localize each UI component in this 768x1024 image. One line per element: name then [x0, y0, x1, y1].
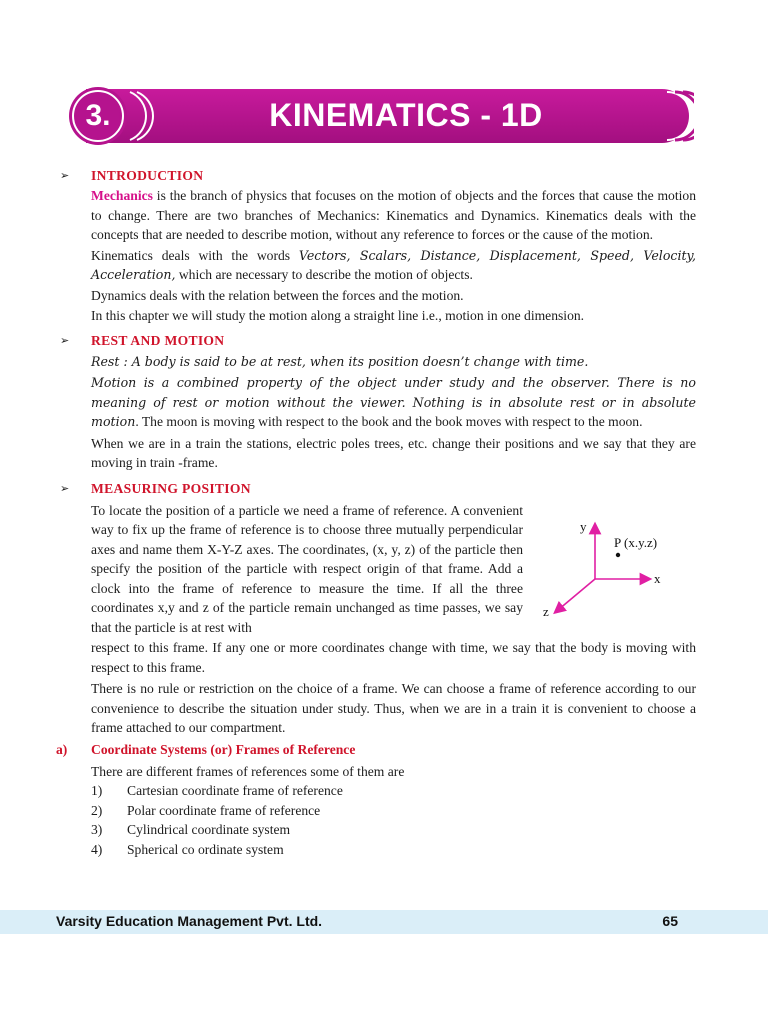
intro-paragraph-1: Mechanics is the branch of physics that focuses on the motion of objects and the forces that cause the motion to change. There are two branches of Mechanics: Kinematics and Dynamics. Kinematics deals with the concepts that are needed to describe motion, without any reference to forces or the cause of the motion.	[91, 188, 696, 242]
list-item: 2) Polar coordinate frame of reference	[91, 802, 321, 818]
point-p	[616, 553, 620, 557]
section-heading: MEASURING POSITION	[91, 480, 251, 496]
list-item: 1) Cartesian coordinate frame of reference	[91, 783, 343, 798]
page-number: 65	[662, 913, 678, 929]
list-item: 4) Spherical co ordinate system	[91, 841, 284, 857]
intro-paragraph-3: Dynamics deals with the relation between the forces and the motion.	[91, 287, 464, 303]
rest-definition: Rest : A body is said to be at rest, when its position doesn’t change with time.	[91, 353, 589, 369]
z-axis	[558, 579, 595, 610]
list-item: 3) Cylindrical coordinate system	[91, 822, 291, 837]
intro-paragraph-4: In this chapter we will study the motion along a straight line i.e., motion in one dimension.	[91, 308, 585, 323]
section-heading: REST AND MOTION	[91, 332, 225, 348]
arrow-bullet-icon: ➢	[60, 481, 70, 495]
coordinate-intro: There are different frames of references some of them are	[91, 763, 405, 779]
choice-of-frame-paragraph: There is no rule or restriction on the choice of a frame. We can choose a frame of reference according to our convenience to describe the situation under study. Thus, when we are in a train it is convenient to choose a frame attached to our compartment.	[91, 681, 696, 735]
arrow-bullet-icon: ➢	[60, 169, 70, 182]
company-name: Varsity Education Management Pvt. Ltd.	[56, 913, 323, 929]
section-introduction	[56, 166, 696, 186]
arrow-bullet-icon: ➢	[60, 333, 70, 347]
subsection-letter: a)	[56, 741, 68, 757]
frame-paragraph: To locate the position of a particle we need a frame of reference. A convenient way to fix up the frame of reference is to choose three mutually perpendicular axes and name them X-Y-Z axes. The coordinates, (x, y, z) of the particle then specify the position of the particle with respect origin of that frame. Add a clock into the frame of reference to measure the time. If all the three coordinates x,y and z of the particle remain unchanged as time passes, we say that the particle is at rest with	[91, 502, 523, 635]
chapter-banner	[56, 86, 694, 146]
chapter-number: 3.	[85, 99, 111, 132]
section-measuring-position	[56, 479, 696, 499]
x-axis-label: x	[654, 571, 661, 586]
point-p-label: P (x.y.z)	[614, 535, 658, 550]
page-footer	[0, 910, 768, 934]
y-axis-label: y	[580, 519, 587, 534]
coordinate-system-list	[91, 781, 696, 859]
section-rest-motion	[56, 331, 696, 351]
term-mechanics: Mechanics	[91, 188, 153, 203]
section-heading: INTRODUCTION	[91, 168, 204, 183]
kinematics-terms: Vectors, Scalars, Distance, Displacement, Speed, Velocity, Acceleration,	[91, 247, 696, 282]
z-axis-label: z	[543, 604, 549, 619]
motion-paragraph: Motion is a combined property of the object under study and the observer. There is no meaning of rest or motion without the viewer. Nothing is in absolute rest or in absolute motion. The moon is moving with respect to the book and the book moves with respect to the moon.	[91, 375, 696, 429]
subsection-coordinate-systems	[56, 740, 696, 762]
page-body	[56, 160, 696, 859]
axes-svg	[530, 512, 690, 622]
train-paragraph: When we are in a train the stations, electric poles trees, etc. change their positions and we say that they are moving in train -frame.	[91, 435, 696, 470]
intro-paragraph-2: Kinematics deals with the words Vectors, Scalars, Distance, Displacement, Speed, Velocity, Acceleration, which are necessary to describe the motion of objects.	[91, 247, 696, 282]
coordinate-axes-diagram	[530, 512, 690, 622]
frame-paragraph-continued: respect to this frame. If any one or more coordinates change with time, we say that the body is moving with respect to this frame.	[91, 640, 696, 675]
subsection-heading: Coordinate Systems (or) Frames of Reference	[91, 741, 356, 757]
chapter-title: KINEMATICS - 1D	[269, 97, 543, 133]
